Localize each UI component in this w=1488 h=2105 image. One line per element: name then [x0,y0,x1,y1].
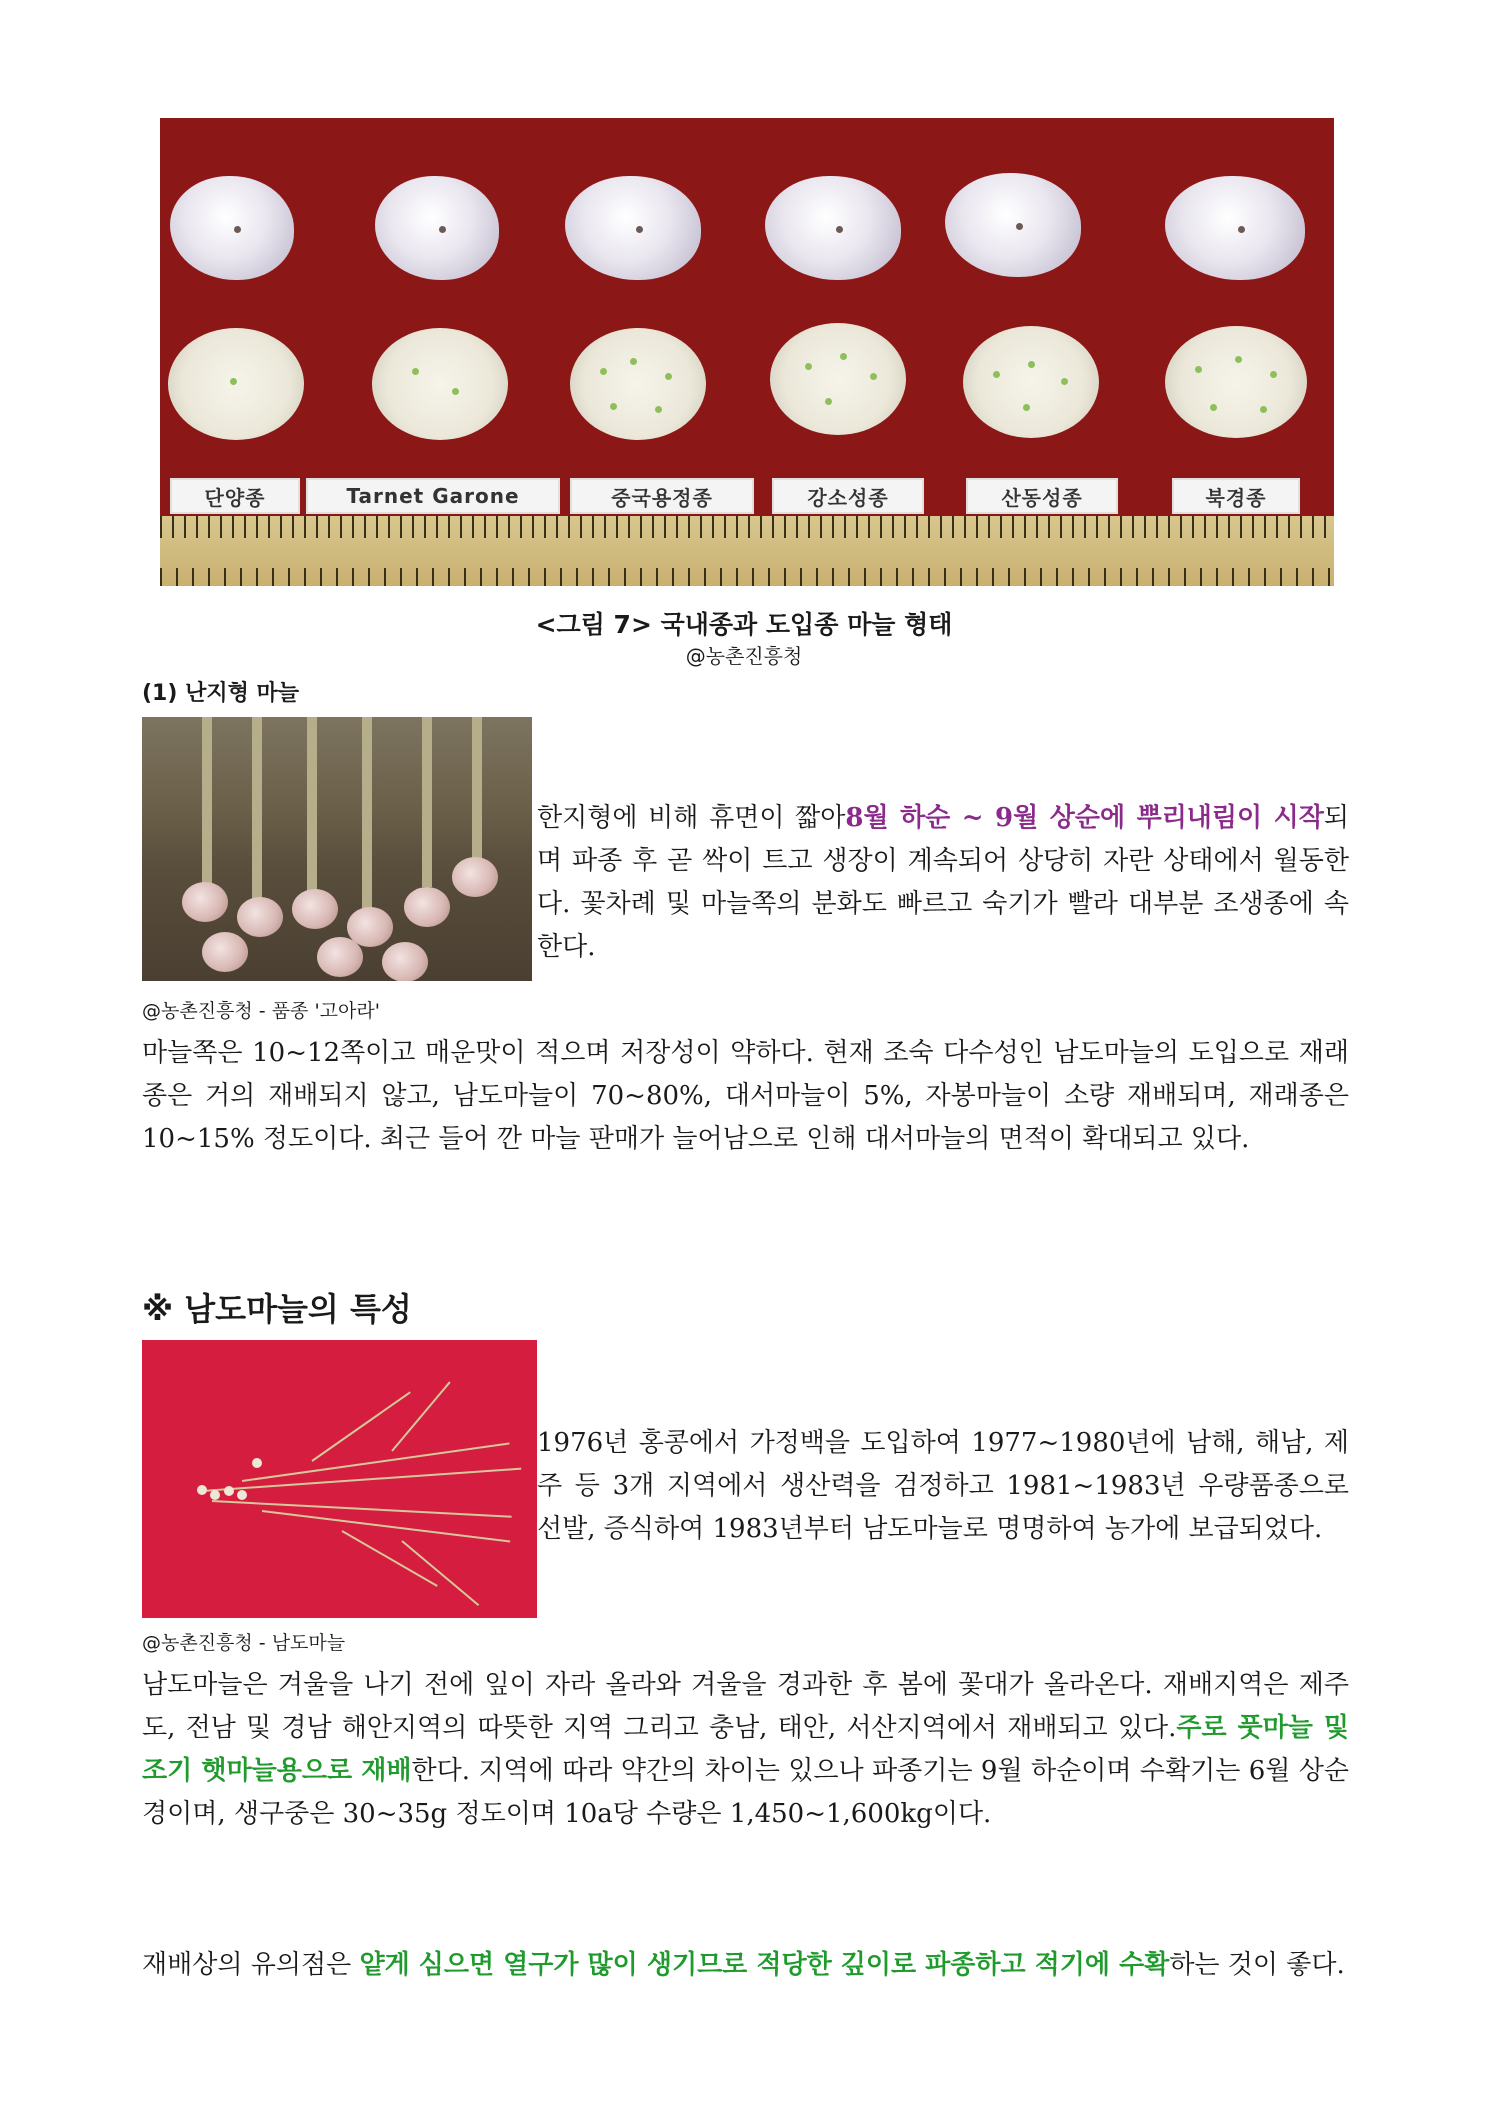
text-run: 한다. 지역에 따라 약간의 차이는 있으나 파종기는 9월 하순이며 수확기는 6월 상순경이며, 생구중은 30~35g 정도이며 10a당 수량은 1,450~1,600kg이다. [142,1756,1350,1829]
figure-caption: <그림 7> 국내종과 도입종 마늘 형태 [535,610,953,639]
namdo-garlic-photo [142,1340,537,1618]
cross-section-danyang [168,328,304,440]
figure-credit: @농촌진흥청 [685,644,803,668]
variety-label-gangsu: 강소성종 [772,478,924,514]
cross-section-sandong [963,326,1099,438]
section-heading-warm-garlic: (1) 난지형 마늘 [142,681,299,706]
image-credit-koara: @농촌진흥청 - 품종 '고아라' [142,1000,380,1022]
cross-section-bukgyeong [1165,326,1307,438]
text-run: 재배상의 유의점은 [142,1950,360,1980]
paragraph-clove-count: 마늘쪽은 10~12쪽이고 매운맛이 적으며 저장성이 약하다. 현재 조숙 다수성인 남도마늘의 도입으로 재래종은 거의 재배되지 않고, 남도마늘이 70~80%, 대서마늘이 5%, 자봉마늘이 소량 재배되며, 재래종은 10~15% 정도이다. 최근 들어 깐 마늘 판매가 늘어남으로 인해 대서마늘의 면적이 확대되고 있다. [142,1038,1349,1154]
garlic-varieties-photo [160,118,1334,586]
paragraph-warm-garlic-dormancy [537,797,1349,969]
text-run: 남도마늘은 겨울을 나기 전에 잎이 자라 올라와 겨울을 경과한 후 봄에 꽃대가 올라온다. 재배지역은 제주도, 전남 및 경남 해안지역의 따뜻한 지역 그리고 충남, 태안, 서산지역에서 재배되고 있다. [142,1670,1349,1743]
ruler [160,516,1334,586]
cross-section-yongjeong [570,328,706,440]
text-run: 한지형에 비해 휴면이 짧아 [537,803,846,833]
variety-label-bukgyeong: 북경종 [1172,478,1300,514]
variety-label-danyang: 단양종 [170,478,300,514]
cross-section-gangsu [770,323,906,435]
bulb-bukgyeong [1165,176,1305,280]
bulb-danyang [170,176,294,280]
bulb-gangsu [765,176,901,280]
section-heading-namdo: ※ 남도마늘의 특성 [142,1290,412,1328]
highlight-usage: 주로 풋마늘 및 조기 햇마늘용으로 재배 [142,1713,1350,1786]
paragraph-namdo-cultivation [142,1664,1349,1836]
highlight-planting-depth: 얕게 심으면 열구가 많이 생기므로 적당한 깊이로 파종하고 적기에 수확 [359,1950,1170,1980]
highlight-rooting-period: 8월 하순 ~ 9월 상순에 뿌리내림이 시작 [845,803,1324,833]
variety-label-yongjeong: 중국용정종 [570,478,754,514]
paragraph-namdo-history: 1976년 홍콩에서 가정백을 도입하여 1977~1980년에 남해, 해남, 제주 등 3개 지역에서 생산력을 검정하고 1981~1983년 우량품종으로 선발, 증식하여 1983년부터 남도마늘로 명명하여 농가에 보급되었다. [537,1428,1349,1544]
paragraph-cultivation-notes [142,1944,1349,1987]
image-credit-namdo: @농촌진흥청 - 남도마늘 [142,1632,346,1654]
cross-section-tarnet [372,328,508,440]
variety-label-sandong: 산동성종 [966,478,1118,514]
koara-garlic-photo [142,717,532,981]
bulb-yongjeong [565,176,701,280]
text-run: 되며 파종 후 곧 싹이 트고 생장이 계속되어 상당히 자란 상태에서 월동한다. 꽃차례 및 마늘쪽의 분화도 빠르고 숙기가 빨라 대부분 조생종에 속한다. [537,803,1349,962]
bulb-tarnet [375,176,499,280]
variety-label-tarnet: Tarnet Garone [306,478,560,514]
bulb-sandong [945,173,1081,277]
text-run: 하는 것이 좋다. [1169,1950,1345,1980]
